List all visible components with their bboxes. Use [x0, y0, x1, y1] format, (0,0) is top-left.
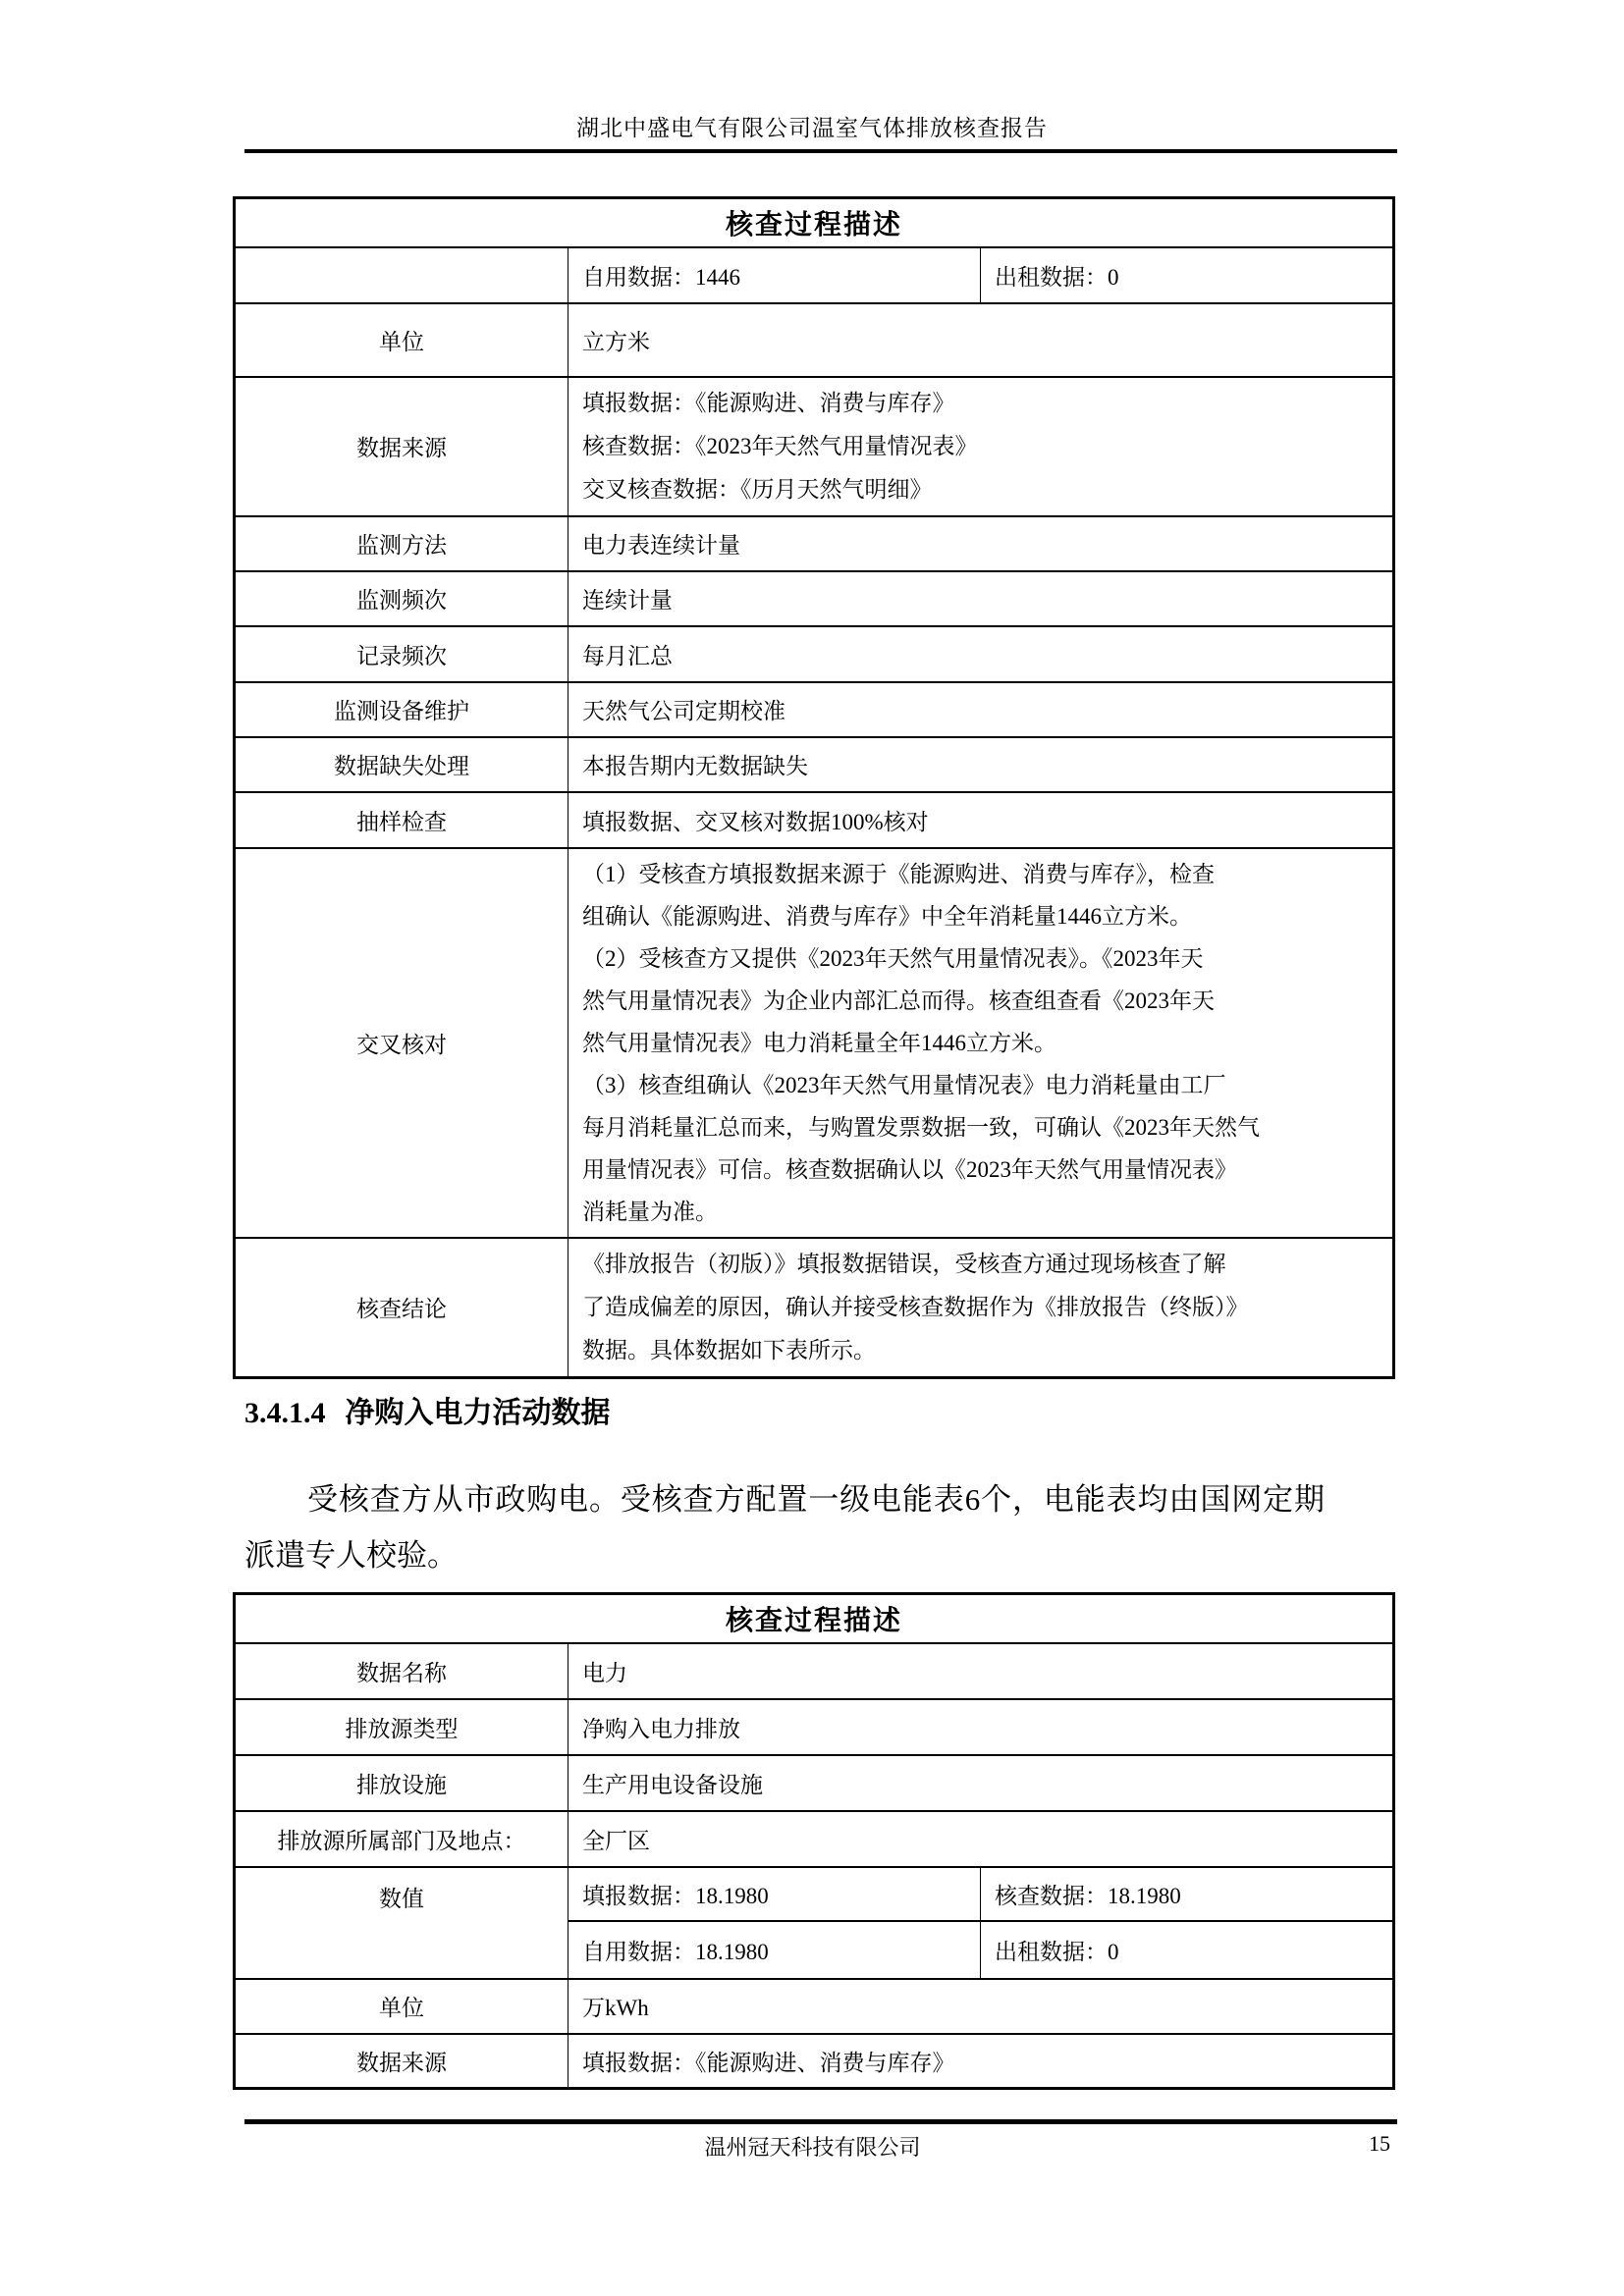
row-value [568, 1238, 1394, 1378]
row-label: 监测设备维护 [235, 682, 568, 737]
page-header-title: 湖北中盛电气有限公司温室气体排放核查报告 [576, 116, 1048, 140]
data-source-line: 填报数据：《能源购进、消费与库存》 [582, 390, 955, 415]
row-value: 电力表连续计量 [568, 516, 1394, 571]
row-label: 监测方法 [235, 516, 568, 571]
row-value: 电力 [568, 1643, 1394, 1699]
cross-check-line: 然气用量情况表》为企业内部汇总而得。核查组查看《2023年天 [582, 988, 1215, 1013]
row-label: 抽样检查 [235, 792, 568, 848]
table-row [235, 682, 1394, 737]
header-rule [244, 149, 1397, 153]
row-label: 核查结论 [235, 1238, 568, 1378]
cross-check-line: （2）受核查方又提供《2023年天然气用量情况表》。《2023年天 [582, 945, 1204, 971]
conclusion-line: 数据。具体数据如下表所示。 [582, 1337, 876, 1362]
cross-check-line: 然气用量情况表》电力消耗量全年1446立方米。 [582, 1030, 1056, 1055]
verification-table-natural-gas [233, 196, 1395, 1379]
row-value: 连续计量 [568, 571, 1394, 626]
row-label: 排放设施 [235, 1755, 568, 1811]
table-row [235, 1699, 1394, 1755]
cross-check-line: 每月消耗量汇总而来，与购置发票数据一致，可确认《2023年天然气 [582, 1114, 1260, 1140]
footer-rule [244, 2119, 1397, 2124]
row-label: 排放源类型 [235, 1699, 568, 1755]
row-label: 数据名称 [235, 1643, 568, 1699]
data-source-line: 核查数据：《2023年天然气用量情况表》 [582, 433, 978, 458]
table-row [235, 198, 1394, 247]
table-row [235, 737, 1394, 792]
page-footer [233, 2131, 1392, 2162]
row-value: 填报数据、交叉核对数据100%核对 [568, 792, 1394, 848]
table-row [235, 377, 1394, 516]
row-value: 每月汇总 [568, 626, 1394, 682]
row-value: 立方米 [568, 303, 1394, 377]
row-label: 交叉核对 [235, 848, 568, 1238]
table-row [235, 792, 1394, 848]
row-value [568, 377, 1394, 516]
row-label: 数据缺失处理 [235, 737, 568, 792]
table-row [235, 1979, 1394, 2034]
row-value: 填报数据：《能源购进、消费与库存》 [568, 2034, 1394, 2089]
section-title: 净购入电力活动数据 [345, 1397, 611, 1429]
table-row [235, 1811, 1394, 1867]
table-row [235, 303, 1394, 377]
row-value: 万kWh [568, 1979, 1394, 2034]
self-use-data-value: 自用数据：18.1980 [568, 1921, 981, 1979]
verification-table-electricity [233, 1592, 1395, 2090]
table-row [235, 1594, 1394, 1643]
row-label: 排放源所属部门及地点： [235, 1811, 568, 1867]
table-row [235, 2034, 1394, 2089]
self-use-data-value: 自用数据：1446 [568, 247, 981, 303]
table-row [235, 1867, 1394, 1921]
data-source-line: 交叉核查数据：《历月天然气明细》 [582, 476, 933, 502]
row-label-empty [235, 247, 568, 303]
row-label: 数据来源 [235, 2034, 568, 2089]
cross-check-line: （3）核查组确认《2023年天然气用量情况表》电力消耗量由工厂 [582, 1072, 1226, 1097]
table1-title: 核查过程描述 [235, 198, 1394, 247]
table-row [235, 247, 1394, 303]
row-label: 单位 [235, 303, 568, 377]
row-label: 记录频次 [235, 626, 568, 682]
conclusion-line: 《排放报告（初版）》填报数据错误，受核查方通过现场核查了解 [582, 1251, 1226, 1276]
row-value: 天然气公司定期校准 [568, 682, 1394, 737]
row-value: 全厂区 [568, 1811, 1394, 1867]
row-value: 本报告期内无数据缺失 [568, 737, 1394, 792]
verified-data-value: 核查数据：18.1980 [981, 1867, 1394, 1921]
table-row [235, 1755, 1394, 1811]
table-row [235, 1238, 1394, 1378]
footer-company: 温州冠天科技有限公司 [704, 2135, 921, 2160]
row-label: 监测频次 [235, 571, 568, 626]
conclusion-line: 了造成偏差的原因，确认并接受核查数据作为《排放报告（终版）》 [582, 1294, 1249, 1319]
row-label: 数据来源 [235, 377, 568, 516]
page-number: 15 [1369, 2131, 1390, 2156]
cross-check-line: 消耗量为准。 [582, 1199, 718, 1224]
row-value [568, 848, 1394, 1238]
row-value: 生产用电设备设施 [568, 1755, 1394, 1811]
table-row [235, 571, 1394, 626]
rented-data-value: 出租数据：0 [981, 1921, 1394, 1979]
row-label: 单位 [235, 1979, 568, 2034]
cross-check-line: （1）受核查方填报数据来源于《能源购进、消费与库存》，检查 [582, 861, 1215, 886]
cross-check-line: 组确认《能源购进、消费与库存》中全年消耗量1446立方米。 [582, 903, 1192, 929]
table-row [235, 848, 1394, 1238]
table-row [235, 626, 1394, 682]
cross-check-line: 用量情况表》可信。核查数据确认以《2023年天然气用量情况表》 [582, 1156, 1237, 1182]
value-row-label: 数值 [235, 1867, 568, 1979]
table-row [235, 1643, 1394, 1699]
row-value: 净购入电力排放 [568, 1699, 1394, 1755]
section-number: 3.4.1.4 [244, 1397, 326, 1429]
intro-paragraph: 受核查方从市政购电。受核查方配置一级电能表6个，电能表均由国网定期派遣专人校验。 [244, 1482, 1325, 1573]
section-heading [244, 1388, 611, 1431]
rented-data-value: 出租数据：0 [981, 247, 1394, 303]
table2-title: 核查过程描述 [235, 1594, 1394, 1643]
reported-data-value: 填报数据：18.1980 [568, 1867, 981, 1921]
table-row [235, 516, 1394, 571]
